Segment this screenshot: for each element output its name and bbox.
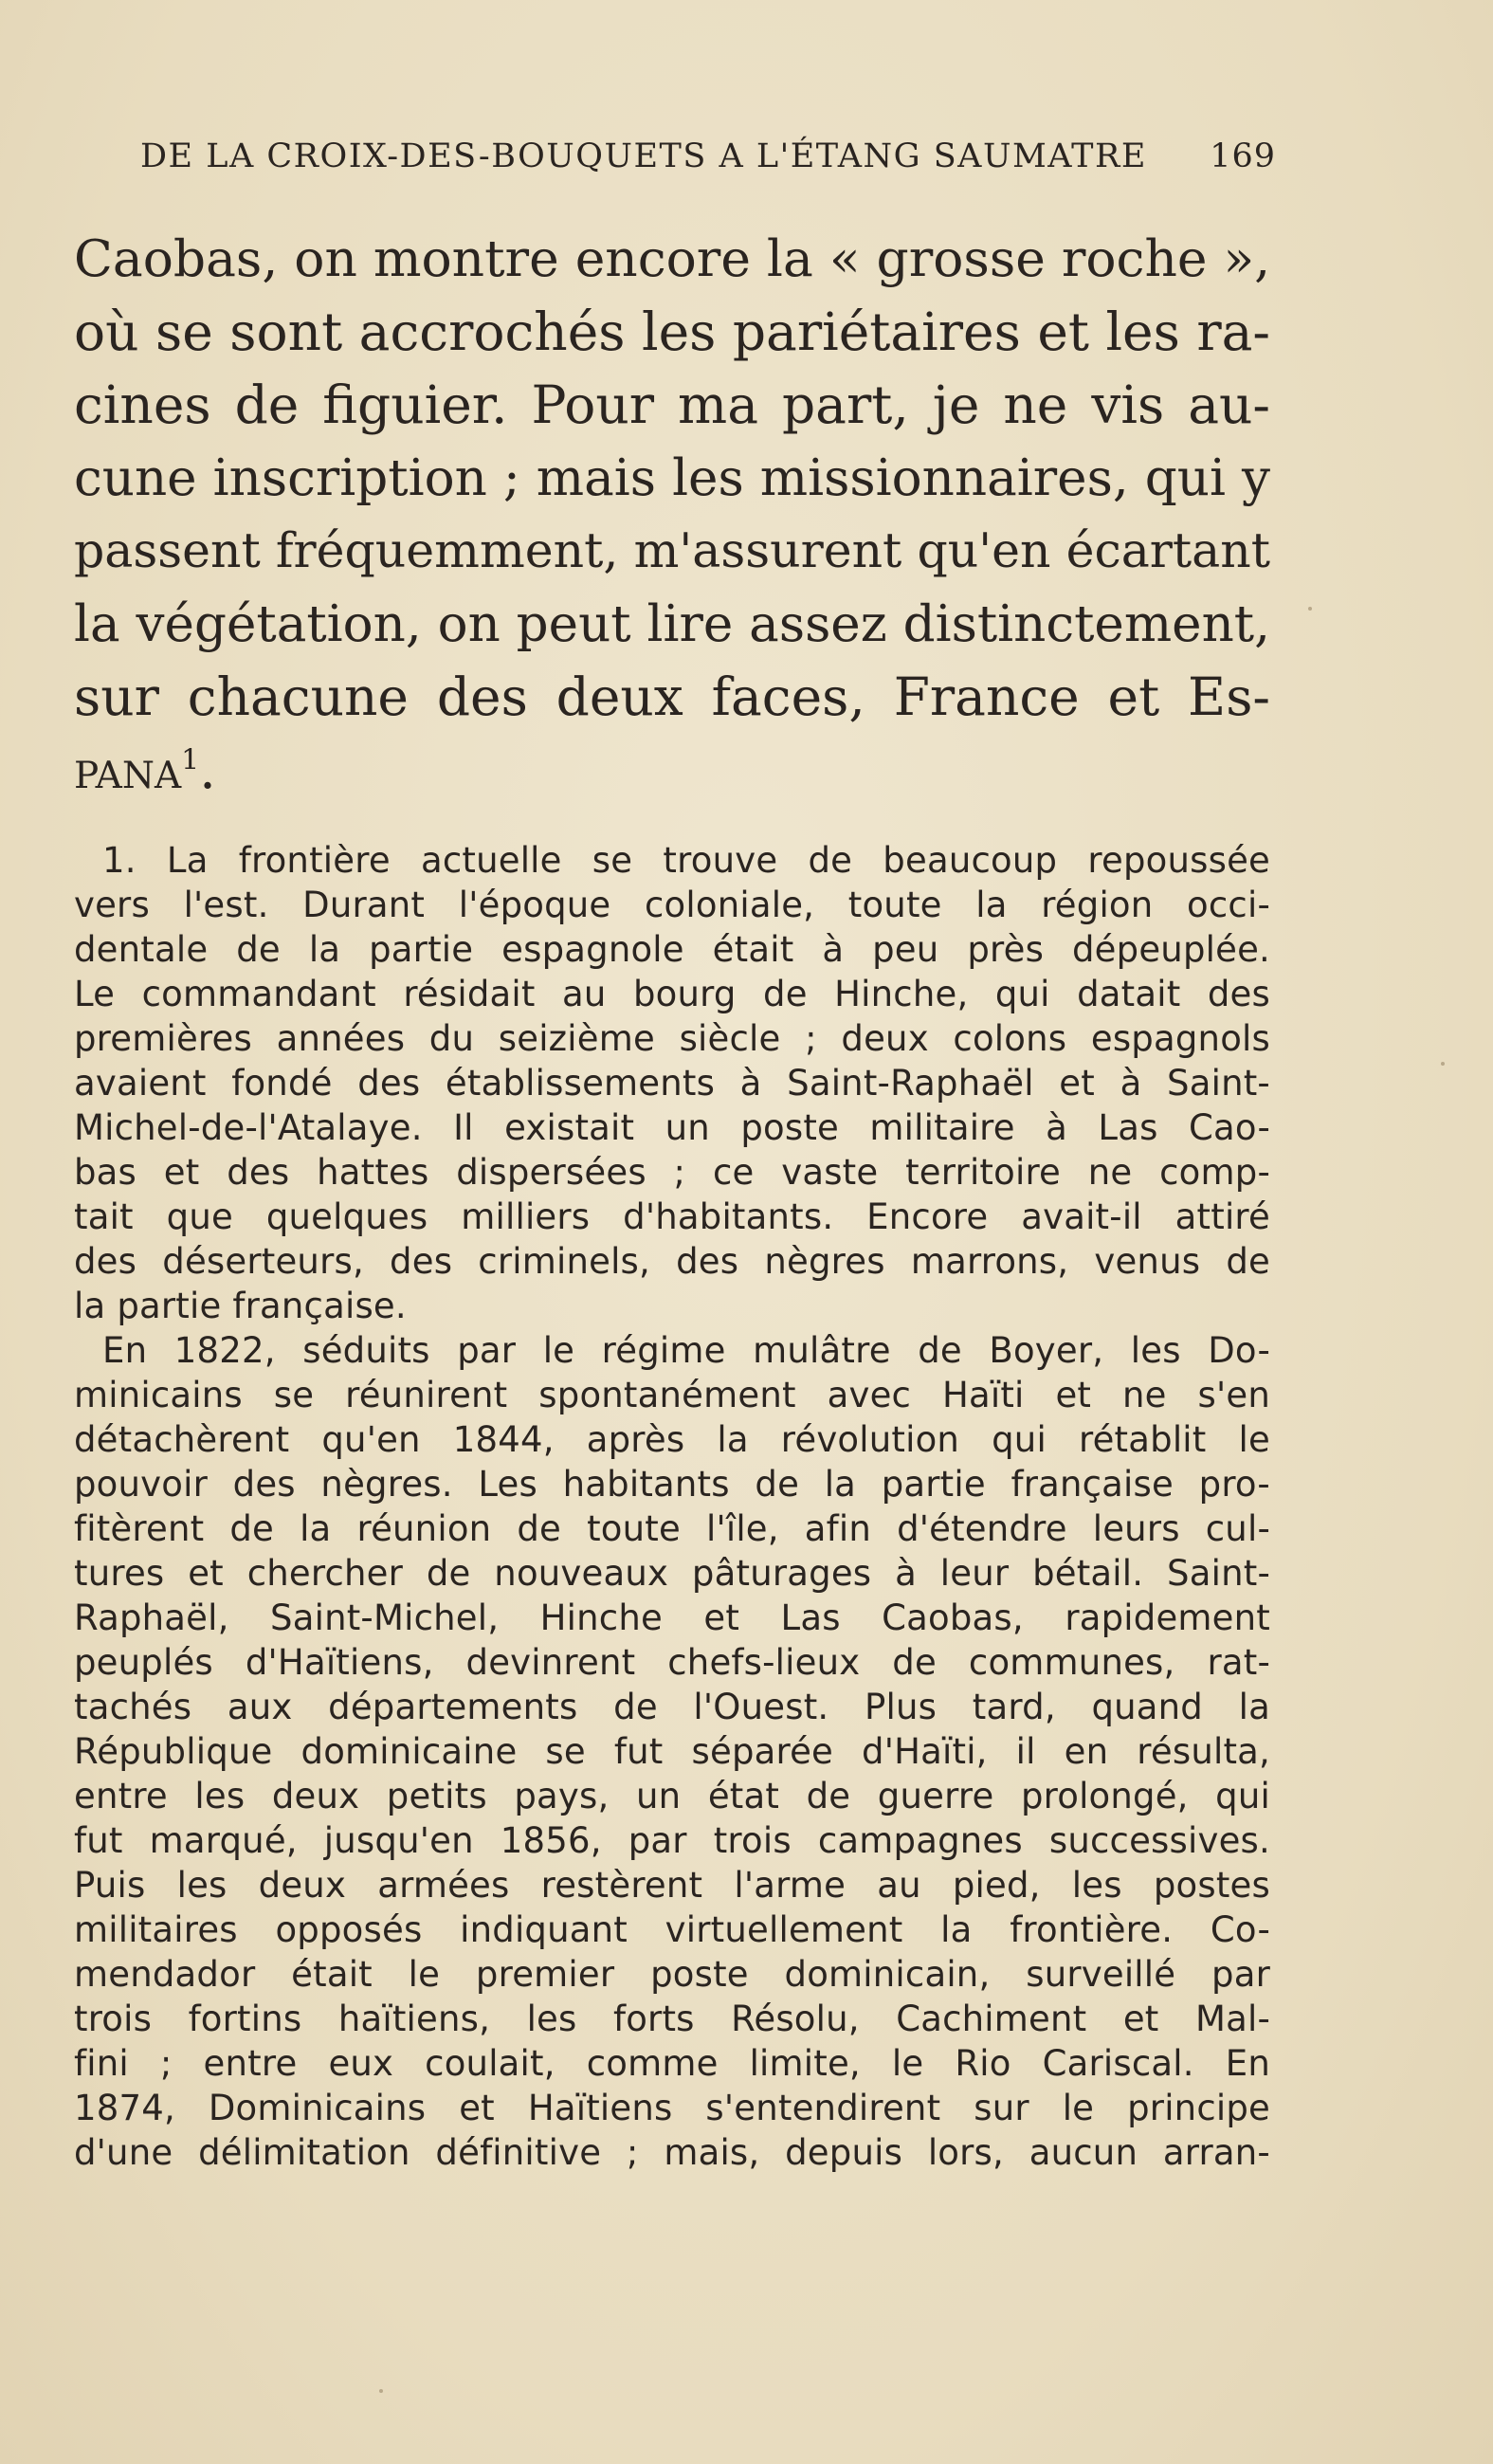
footnote-line: fut marqué, jusqu'en 1856, par trois campagnes successives. — [74, 1820, 1270, 1861]
final-period: . — [199, 739, 216, 800]
footnote-line: Le commandant résidait au bourg de Hinche, qui datait des — [74, 974, 1270, 1014]
page-number: 169 — [1210, 137, 1276, 175]
footnote-line: minicains se réunirent spontanément avec Haïti et ne s'en — [74, 1375, 1270, 1415]
body-line-last — [74, 737, 1270, 803]
paper-speck — [379, 2389, 383, 2393]
footnote-line: peuplés d'Haïtiens, devinrent chefs-lieux de communes, rat- — [74, 1642, 1270, 1683]
footnote-ref: 1 — [181, 743, 200, 777]
footnote-line: d'une délimitation définitive ; mais, depuis lors, aucun arran- — [74, 2132, 1270, 2173]
footnote-line: militaires opposés indiquant virtuellement la frontière. Co- — [74, 1909, 1270, 1950]
footnote-line: fitèrent de la réunion de toute l'île, afin d'étendre leurs cul- — [74, 1508, 1270, 1549]
running-title: DE LA CROIX-DES-BOUQUETS A L'ÉTANG SAUMATRE — [140, 137, 1147, 175]
footnote-line: tait que quelques milliers d'habitants. Encore avait-il attiré — [74, 1196, 1270, 1237]
body-line: où se sont accrochés les pariétaires et les ra- — [74, 301, 1270, 362]
footnote-line: la partie française. — [74, 1286, 407, 1326]
footnote-line: vers l'est. Durant l'époque coloniale, toute la région occi- — [74, 885, 1270, 925]
footnote-line: entre les deux petits pays, un état de guerre prolongé, qui — [74, 1776, 1270, 1816]
paper-speck — [1308, 607, 1312, 611]
footnote-line: 1. La frontière actuelle se trouve de beaucoup repoussée — [102, 840, 1270, 881]
footnote-line: tures et chercher de nouveaux pâturages à leur bétail. Saint- — [74, 1553, 1270, 1594]
body-line: la végétation, on peut lire assez distinctement, — [74, 594, 1270, 653]
footnote-line: fini ; entre eux coulait, comme limite, le Rio Cariscal. En — [74, 2043, 1270, 2084]
footnote-line: détachèrent qu'en 1844, après la révolution qui rétablit le — [74, 1419, 1270, 1460]
paper-speck — [1441, 1062, 1445, 1066]
footnote-line: dentale de la partie espagnole était à peu près dépeuplée. — [74, 929, 1270, 970]
running-header — [140, 137, 1276, 185]
footnote-line: avaient fondé des établissements à Saint-Raphaël et à Saint- — [74, 1063, 1270, 1104]
footnote-line: 1874, Dominicains et Haïtiens s'entendirent sur le principe — [74, 2088, 1270, 2128]
body-line: Caobas, on montre encore la « grosse roche », — [74, 228, 1271, 288]
footnote-line: République dominicaine se fut séparée d'Haïti, il en résulta, — [74, 1731, 1270, 1772]
footnote-line: premières années du seizième siècle ; deux colons espagnols — [74, 1018, 1270, 1059]
footnote-line: En 1822, séduits par le régime mulâtre de Boyer, les Do- — [102, 1330, 1270, 1371]
body-line: passent fréquemment, m'assurent qu'en écartant — [74, 522, 1270, 578]
body-word: pana — [74, 739, 182, 800]
footnote-line: Puis les deux armées restèrent l'arme au pied, les postes — [74, 1865, 1270, 1906]
body-line: cune inscription ; mais les missionnaires, qui y — [74, 448, 1270, 507]
footnote-line: Raphaël, Saint-Michel, Hinche et Las Caobas, rapidement — [74, 1597, 1270, 1638]
footnote-line: mendador était le premier poste dominicain, surveillé par — [74, 1954, 1270, 1995]
footnote-line: pouvoir des nègres. Les habitants de la partie française pro- — [74, 1464, 1270, 1505]
footnote-line: Michel-de-l'Atalaye. Il existait un poste militaire à Las Cao- — [74, 1107, 1270, 1148]
body-line: cines de figuier. Pour ma part, je ne vis au- — [74, 374, 1270, 435]
footnote-line: bas et des hattes dispersées ; ce vaste territoire ne comp- — [74, 1152, 1270, 1193]
body-line: sur chacune des deux faces, France et Es- — [74, 666, 1270, 727]
footnote-line: trois fortins haïtiens, les forts Résolu, Cachiment et Mal- — [74, 1999, 1270, 2039]
footnote-line: des déserteurs, des criminels, des nègres marrons, venus de — [74, 1241, 1270, 1282]
footnote-line: tachés aux départements de l'Ouest. Plus tard, quand la — [74, 1687, 1270, 1727]
